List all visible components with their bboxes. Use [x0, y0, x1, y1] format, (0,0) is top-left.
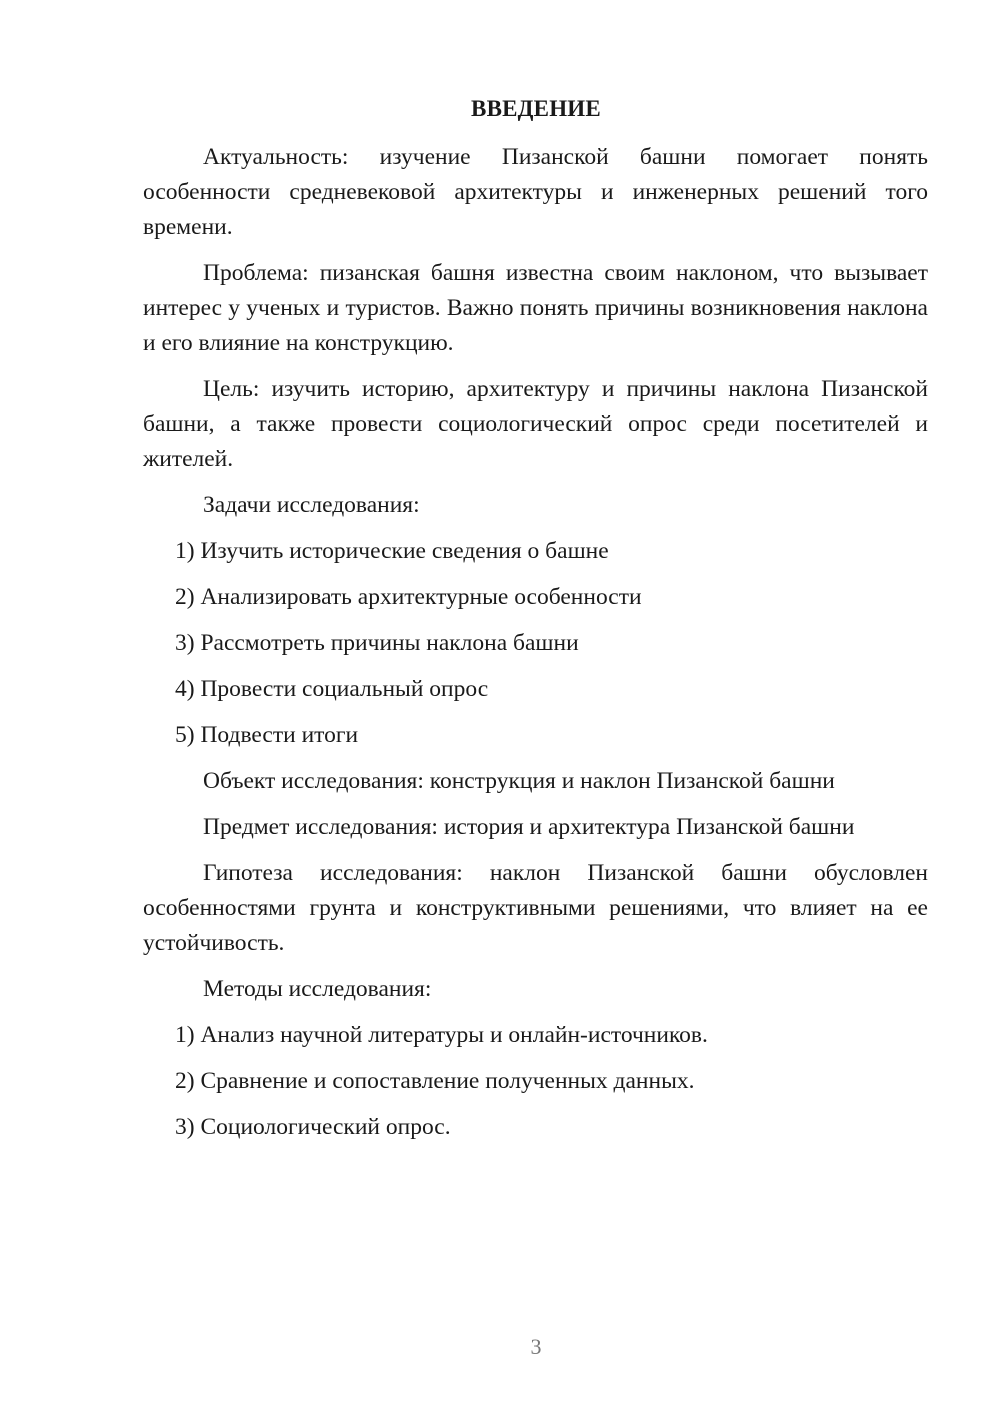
hypothesis-paragraph: Гипотеза исследования: наклон Пизанской башни обусловлен особенностями грунта и конструктивными решениями, что влияет на ее устойчивость.: [143, 860, 928, 956]
method-item: 1) Анализ научной литературы и онлайн-источников.: [175, 1022, 708, 1048]
method-item: 3) Социологический опрос.: [175, 1114, 451, 1140]
page-title: ВВЕДЕНИЕ: [471, 96, 601, 121]
method-item: 2) Сравнение и сопоставление полученных данных.: [175, 1068, 695, 1094]
task-item: 1) Изучить исторические сведения о башне: [175, 538, 609, 564]
problem-paragraph: Проблема: пизанская башня известна своим наклоном, что вызывает интерес у ученых и туристов. Важно понять причины возникновения наклона и его влияние на конструкцию.: [143, 260, 928, 356]
document-body: [143, 140, 928, 1156]
task-item: 3) Рассмотреть причины наклона башни: [175, 630, 579, 656]
task-item: 5) Подвести итоги: [175, 722, 359, 748]
methods-heading: Методы исследования:: [203, 976, 432, 1002]
page-number: 3: [530, 1334, 542, 1359]
subject-line: Предмет исследования: история и архитектура Пизанской башни: [203, 814, 855, 840]
relevance-paragraph: Актуальность: изучение Пизанской башни помогает понять особенности средневековой архитектуры и инженерных решений того времени.: [143, 144, 928, 240]
tasks-heading: Задачи исследования:: [203, 492, 420, 518]
task-item: 2) Анализировать архитектурные особенности: [175, 584, 642, 610]
object-line: Объект исследования: конструкция и наклон Пизанской башни: [203, 768, 835, 794]
goal-paragraph: Цель: изучить историю, архитектуру и причины наклона Пизанской башни, а также провести социологический опрос среди посетителей и жителей.: [143, 376, 928, 472]
task-item: 4) Провести социальный опрос: [175, 676, 489, 702]
